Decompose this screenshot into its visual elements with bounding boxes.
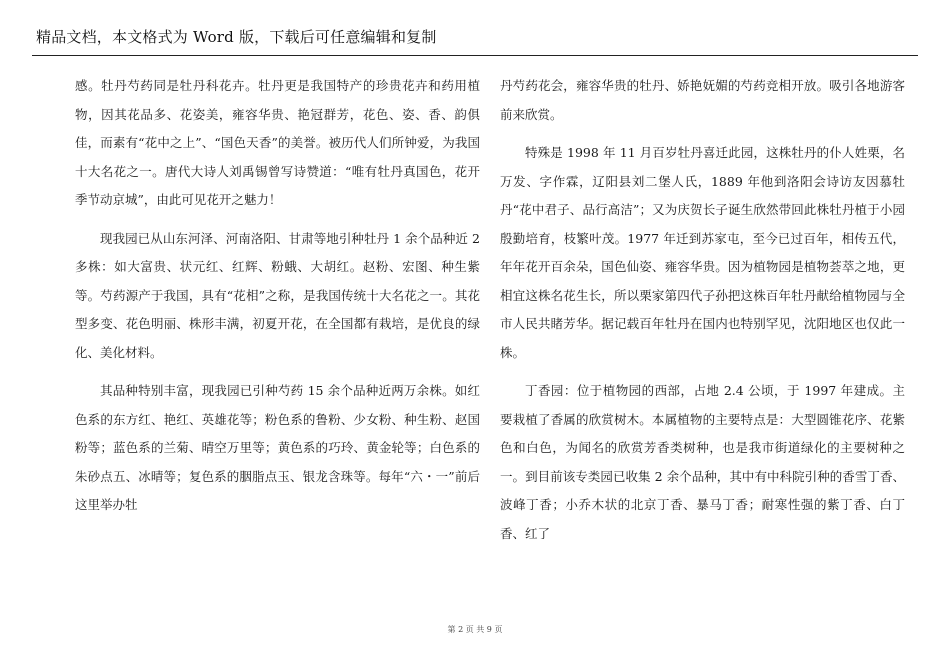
right-paragraph-3: 丁香园：位于植物园的西部，占地 2.4 公顷，于 1997 年建成。主要栽植了香属的欣赏树木。本属植物的主要特点是：大型圆锥花序、花紫色和白色，为闻名的欣赏芳香类树种，也是我市街道绿化的主要树种之一。到目前该专类园已收集 2 余个品种，其中有中科院引种的香雪丁香、波峰丁香；小乔木状的北京丁香、暴马丁香；耐寒性强的紫丁香、白丁香、红了: [500, 383, 905, 541]
left-paragraph-2: 现我园已从山东河泽、河南洛阳、甘肃等地引种牡丹 1 余个品种近 2 多株：如大富贵、状元红、红辉、粉蛾、大胡红。赵粉、宏图、种生紫等。芍药源产于我国，具有“花相”之称，是我国传统十大名花之一。其花型多变、花色明丽、株形丰满，初夏开花，在全国都有栽培，是优良的绿化、美化材料。: [75, 230, 480, 360]
right-paragraph-2: 特殊是 1998 年 11 月百岁牡丹喜迁此园，这株牡丹的仆人姓栗，名万发、字作霖，辽阳县刘二堡人氏，1889 年他到洛阳会诗访友因慕牡丹“花中君子、品行高洁”；又为庆贺长子诞生欣然带回此株牡丹植于小园殷勤培育，枝繁叶茂。1977 年迁到苏家屯，至今已过百年，相传五代，年年花开百余朵，国色仙姿、雍容华贵。因为植物园是植物荟萃之地，更相宜这株名花生长，所以栗家第四代子孙把这株百年牡丹献给植物园与全市人民共睹芳华。据记载百年牡丹在国内也特别罕见，沈阳地区也仅此一株。: [500, 145, 905, 360]
document-header: 精品文档，本文格式为 Word 版，下载后可任意编辑和复制: [36, 28, 437, 46]
page-number: 第 2 页 共 9 页: [447, 625, 503, 634]
header-divider: [32, 55, 918, 56]
right-text-column: [500, 72, 905, 548]
left-paragraph-3: 其品种特别丰富，现我园已引种芍药 15 余个品种近两万余株。如红色系的东方红、艳红、英雄花等；粉色系的鲁粉、少女粉、种生粉、赵国粉等；蓝色系的兰菊、晴空万里等；黄色系的巧玲、黄金轮等；白色系的朱砂点五、冰晴等；复色系的胭脂点玉、银龙含珠等。每年“六・一”前后这里举办牡: [75, 383, 480, 512]
left-paragraph-1: 感。牡丹芍药同是牡丹科花卉。牡丹更是我国特产的珍贵花卉和药用植物，因其花品多、花姿美，雍容华贵、艳冠群芳，花色、姿、香、韵俱佳，而素有“花中之上”、“国色天香”的美誉。被历代人们所钟爱，为我国十大名花之一。唐代大诗人刘禹锡曾写诗赞道：“唯有牡丹真国色，花开季节动京城”，由此可见花开之魅力！: [75, 78, 480, 207]
right-paragraph-1: 丹芍药花会，雍容华贵的牡丹、娇艳妩媚的芍药竞相开放。吸引各地游客前来欣赏。: [500, 78, 905, 122]
left-text-column: [75, 72, 480, 520]
